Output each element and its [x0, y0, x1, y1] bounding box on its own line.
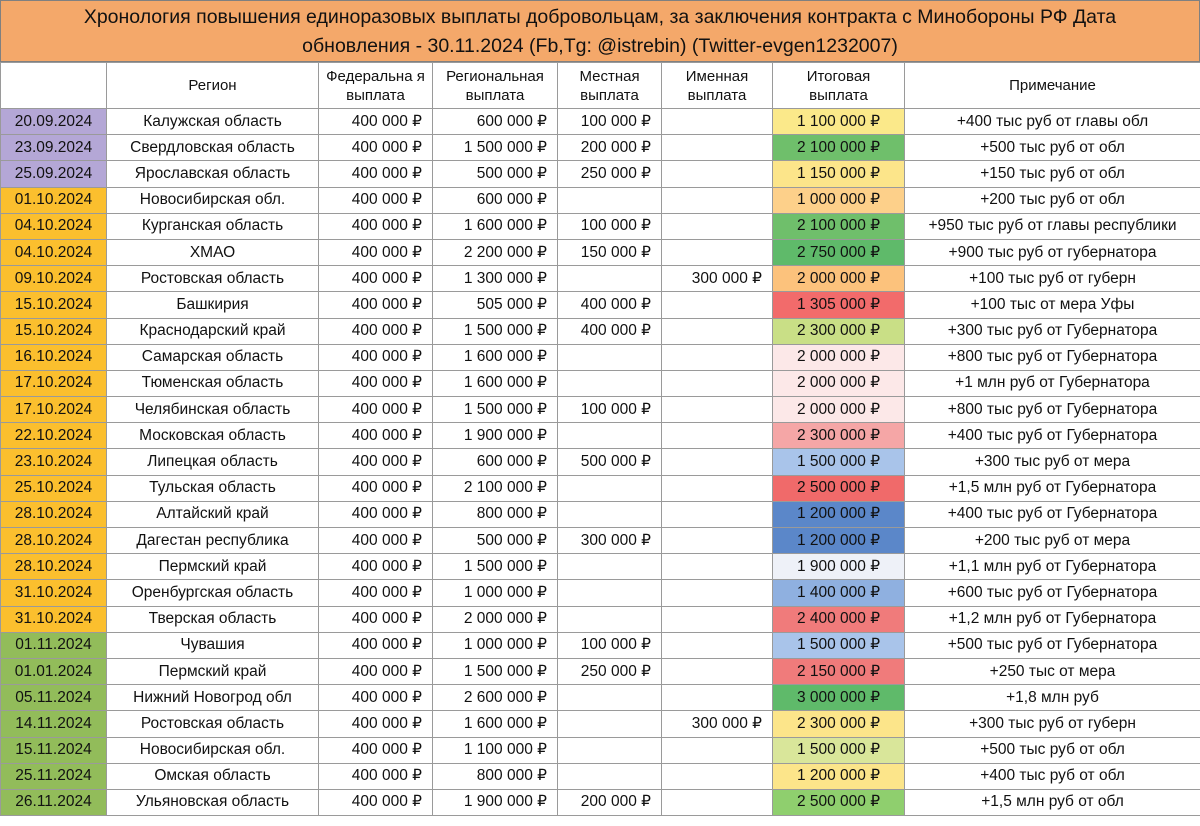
- title-line-2: обновления - 30.11.2024 (Fb,Tg: @istrebin) (Twitter-evgen1232007): [302, 35, 898, 57]
- cell-date: 31.10.2024: [1, 606, 107, 632]
- cell-note: +300 тыс руб от губерн: [905, 711, 1200, 737]
- cell-note: +200 тыс руб от обл: [905, 187, 1200, 213]
- cell-federal-payment: 400 000 ₽: [319, 763, 433, 789]
- cell-date: 09.10.2024: [1, 266, 107, 292]
- cell-federal-payment: 400 000 ₽: [319, 554, 433, 580]
- cell-named-payment: [662, 213, 773, 239]
- table-row: [1, 187, 1200, 213]
- cell-regional-payment: 1 600 000 ₽: [433, 344, 558, 370]
- table-row: [1, 528, 1200, 554]
- cell-regional-payment: 600 000 ₽: [433, 109, 558, 135]
- cell-region: Калужская область: [107, 109, 319, 135]
- cell-total-payment: 1 305 000 ₽: [773, 292, 905, 318]
- cell-local-payment: 300 000 ₽: [558, 528, 662, 554]
- cell-note: +250 тыс от мера: [905, 658, 1200, 684]
- cell-total-payment: 2 500 000 ₽: [773, 475, 905, 501]
- cell-regional-payment: 2 100 000 ₽: [433, 475, 558, 501]
- cell-total-payment: 1 500 000 ₽: [773, 449, 905, 475]
- header-local: Местная выплата: [558, 63, 662, 109]
- cell-total-payment: 3 000 000 ₽: [773, 685, 905, 711]
- cell-region: Тюменская область: [107, 370, 319, 396]
- table-row: [1, 397, 1200, 423]
- cell-federal-payment: 400 000 ₽: [319, 449, 433, 475]
- table-row: [1, 711, 1200, 737]
- cell-federal-payment: 400 000 ₽: [319, 213, 433, 239]
- cell-named-payment: 300 000 ₽: [662, 266, 773, 292]
- cell-total-payment: 2 500 000 ₽: [773, 789, 905, 815]
- cell-local-payment: [558, 344, 662, 370]
- cell-total-payment: 1 400 000 ₽: [773, 580, 905, 606]
- cell-date: 23.10.2024: [1, 449, 107, 475]
- payments-table: [0, 62, 1200, 816]
- header-row: [1, 63, 1200, 109]
- cell-named-payment: [662, 501, 773, 527]
- cell-date: 15.11.2024: [1, 737, 107, 763]
- cell-named-payment: [662, 135, 773, 161]
- cell-local-payment: 100 000 ₽: [558, 109, 662, 135]
- cell-total-payment: 2 000 000 ₽: [773, 370, 905, 396]
- cell-region: Челябинская область: [107, 397, 319, 423]
- table-row: [1, 606, 1200, 632]
- table-row: [1, 501, 1200, 527]
- cell-region: Ростовская область: [107, 266, 319, 292]
- cell-date: 01.10.2024: [1, 187, 107, 213]
- table-row: [1, 239, 1200, 265]
- cell-named-payment: [662, 606, 773, 632]
- cell-named-payment: [662, 528, 773, 554]
- cell-note: +500 тыс руб от обл: [905, 737, 1200, 763]
- header-regional: Региональная выплата: [433, 63, 558, 109]
- cell-federal-payment: 400 000 ₽: [319, 789, 433, 815]
- cell-note: +800 тыс руб от Губернатора: [905, 397, 1200, 423]
- table-row: [1, 737, 1200, 763]
- cell-note: +500 тыс руб от обл: [905, 135, 1200, 161]
- cell-federal-payment: 400 000 ₽: [319, 397, 433, 423]
- cell-region: ХМАО: [107, 239, 319, 265]
- cell-local-payment: 100 000 ₽: [558, 632, 662, 658]
- cell-named-payment: [662, 344, 773, 370]
- cell-note: +100 тыс от мера Уфы: [905, 292, 1200, 318]
- cell-regional-payment: 1 000 000 ₽: [433, 580, 558, 606]
- cell-region: Свердловская область: [107, 135, 319, 161]
- cell-regional-payment: 800 000 ₽: [433, 501, 558, 527]
- cell-note: +1,5 млн руб от обл: [905, 789, 1200, 815]
- cell-federal-payment: 400 000 ₽: [319, 344, 433, 370]
- table-row: [1, 685, 1200, 711]
- cell-region: Ростовская область: [107, 711, 319, 737]
- cell-date: 28.10.2024: [1, 554, 107, 580]
- table-row: [1, 135, 1200, 161]
- cell-total-payment: 2 000 000 ₽: [773, 266, 905, 292]
- cell-named-payment: [662, 397, 773, 423]
- cell-regional-payment: 600 000 ₽: [433, 187, 558, 213]
- cell-note: +800 тыс руб от Губернатора: [905, 344, 1200, 370]
- cell-date: 17.10.2024: [1, 397, 107, 423]
- cell-note: +100 тыс руб от губерн: [905, 266, 1200, 292]
- cell-named-payment: [662, 239, 773, 265]
- cell-regional-payment: 500 000 ₽: [433, 528, 558, 554]
- cell-total-payment: 1 500 000 ₽: [773, 632, 905, 658]
- cell-total-payment: 2 100 000 ₽: [773, 213, 905, 239]
- cell-local-payment: [558, 737, 662, 763]
- cell-total-payment: 2 300 000 ₽: [773, 711, 905, 737]
- cell-federal-payment: 400 000 ₽: [319, 187, 433, 213]
- cell-local-payment: 150 000 ₽: [558, 239, 662, 265]
- cell-regional-payment: 2 000 000 ₽: [433, 606, 558, 632]
- cell-named-payment: [662, 423, 773, 449]
- cell-region: Московская область: [107, 423, 319, 449]
- cell-local-payment: 200 000 ₽: [558, 135, 662, 161]
- cell-note: +950 тыс руб от главы республики: [905, 213, 1200, 239]
- cell-federal-payment: 400 000 ₽: [319, 423, 433, 449]
- cell-named-payment: [662, 763, 773, 789]
- cell-note: +400 тыс руб от обл: [905, 763, 1200, 789]
- cell-date: 04.10.2024: [1, 213, 107, 239]
- cell-regional-payment: 1 500 000 ₽: [433, 397, 558, 423]
- cell-region: Ярославская область: [107, 161, 319, 187]
- cell-regional-payment: 1 500 000 ₽: [433, 318, 558, 344]
- cell-date: 20.09.2024: [1, 109, 107, 135]
- cell-regional-payment: 1 500 000 ₽: [433, 554, 558, 580]
- cell-total-payment: 2 750 000 ₽: [773, 239, 905, 265]
- cell-regional-payment: 1 500 000 ₽: [433, 135, 558, 161]
- cell-local-payment: [558, 606, 662, 632]
- cell-date: 22.10.2024: [1, 423, 107, 449]
- table-row: [1, 370, 1200, 396]
- cell-regional-payment: 600 000 ₽: [433, 449, 558, 475]
- cell-federal-payment: 400 000 ₽: [319, 266, 433, 292]
- table-row: [1, 344, 1200, 370]
- cell-local-payment: [558, 266, 662, 292]
- cell-region: Новосибирская обл.: [107, 187, 319, 213]
- cell-regional-payment: 1 100 000 ₽: [433, 737, 558, 763]
- table-row: [1, 580, 1200, 606]
- cell-regional-payment: 505 000 ₽: [433, 292, 558, 318]
- cell-named-payment: [662, 475, 773, 501]
- cell-region: Самарская область: [107, 344, 319, 370]
- cell-region: Нижний Новогрод обл: [107, 685, 319, 711]
- table-row: [1, 554, 1200, 580]
- cell-regional-payment: 1 600 000 ₽: [433, 370, 558, 396]
- cell-date: 23.09.2024: [1, 135, 107, 161]
- cell-federal-payment: 400 000 ₽: [319, 109, 433, 135]
- cell-date: 05.11.2024: [1, 685, 107, 711]
- cell-note: +1,2 млн руб от Губернатора: [905, 606, 1200, 632]
- cell-local-payment: [558, 475, 662, 501]
- title-line-1: Хронология повышения единоразовых выплаты добровольцам, за заключения контракта с Минобороны РФ Дата: [83, 6, 1117, 28]
- header-note: Примечание: [905, 63, 1200, 109]
- cell-note: +150 тыс руб от обл: [905, 161, 1200, 187]
- cell-note: +400 тыс руб от Губернатора: [905, 501, 1200, 527]
- cell-federal-payment: 400 000 ₽: [319, 658, 433, 684]
- cell-federal-payment: 400 000 ₽: [319, 475, 433, 501]
- cell-named-payment: [662, 109, 773, 135]
- cell-named-payment: [662, 161, 773, 187]
- cell-local-payment: 500 000 ₽: [558, 449, 662, 475]
- cell-local-payment: [558, 370, 662, 396]
- cell-local-payment: 400 000 ₽: [558, 292, 662, 318]
- header-federal: Федеральна я выплата: [319, 63, 433, 109]
- table-row: [1, 658, 1200, 684]
- table-row: [1, 475, 1200, 501]
- cell-named-payment: [662, 632, 773, 658]
- cell-local-payment: 250 000 ₽: [558, 161, 662, 187]
- cell-named-payment: [662, 370, 773, 396]
- cell-date: 28.10.2024: [1, 528, 107, 554]
- cell-total-payment: 1 200 000 ₽: [773, 528, 905, 554]
- cell-named-payment: [662, 737, 773, 763]
- header-region: Регион: [107, 63, 319, 109]
- cell-federal-payment: 400 000 ₽: [319, 239, 433, 265]
- cell-named-payment: 300 000 ₽: [662, 711, 773, 737]
- cell-total-payment: 1 000 000 ₽: [773, 187, 905, 213]
- sheet-title: [0, 0, 1200, 62]
- cell-local-payment: [558, 554, 662, 580]
- cell-local-payment: 100 000 ₽: [558, 213, 662, 239]
- cell-regional-payment: 1 900 000 ₽: [433, 423, 558, 449]
- cell-named-payment: [662, 318, 773, 344]
- cell-federal-payment: 400 000 ₽: [319, 606, 433, 632]
- cell-total-payment: 2 100 000 ₽: [773, 135, 905, 161]
- cell-date: 28.10.2024: [1, 501, 107, 527]
- cell-regional-payment: 2 200 000 ₽: [433, 239, 558, 265]
- cell-total-payment: 2 150 000 ₽: [773, 658, 905, 684]
- cell-note: +1 млн руб от Губернатора: [905, 370, 1200, 396]
- cell-note: +400 тыс руб от Губернатора: [905, 423, 1200, 449]
- cell-region: Липецкая область: [107, 449, 319, 475]
- cell-region: Алтайский край: [107, 501, 319, 527]
- table-row: [1, 318, 1200, 344]
- cell-regional-payment: 800 000 ₽: [433, 763, 558, 789]
- cell-named-payment: [662, 292, 773, 318]
- cell-region: Тверская область: [107, 606, 319, 632]
- cell-date: 15.10.2024: [1, 292, 107, 318]
- cell-named-payment: [662, 789, 773, 815]
- table-row: [1, 213, 1200, 239]
- cell-note: +600 тыс руб от Губернатора: [905, 580, 1200, 606]
- cell-total-payment: 2 000 000 ₽: [773, 397, 905, 423]
- cell-region: Краснодарский край: [107, 318, 319, 344]
- cell-local-payment: [558, 763, 662, 789]
- cell-note: +1,5 млн руб от Губернатора: [905, 475, 1200, 501]
- cell-total-payment: 1 200 000 ₽: [773, 763, 905, 789]
- table-row: [1, 266, 1200, 292]
- cell-total-payment: 2 000 000 ₽: [773, 344, 905, 370]
- cell-federal-payment: 400 000 ₽: [319, 161, 433, 187]
- cell-date: 15.10.2024: [1, 318, 107, 344]
- cell-regional-payment: 1 300 000 ₽: [433, 266, 558, 292]
- cell-region: Пермский край: [107, 658, 319, 684]
- cell-total-payment: 1 200 000 ₽: [773, 501, 905, 527]
- cell-region: Омская область: [107, 763, 319, 789]
- cell-date: 16.10.2024: [1, 344, 107, 370]
- cell-date: 25.10.2024: [1, 475, 107, 501]
- cell-date: 04.10.2024: [1, 239, 107, 265]
- cell-regional-payment: 2 600 000 ₽: [433, 685, 558, 711]
- cell-local-payment: 400 000 ₽: [558, 318, 662, 344]
- cell-total-payment: 1 900 000 ₽: [773, 554, 905, 580]
- header-total: Итоговая выплата: [773, 63, 905, 109]
- cell-federal-payment: 400 000 ₽: [319, 528, 433, 554]
- cell-note: +200 тыс руб от мера: [905, 528, 1200, 554]
- cell-total-payment: 1 100 000 ₽: [773, 109, 905, 135]
- cell-federal-payment: 400 000 ₽: [319, 292, 433, 318]
- cell-local-payment: [558, 501, 662, 527]
- cell-total-payment: 2 400 000 ₽: [773, 606, 905, 632]
- cell-named-payment: [662, 580, 773, 606]
- header-named: Именная выплата: [662, 63, 773, 109]
- cell-local-payment: [558, 423, 662, 449]
- cell-regional-payment: 500 000 ₽: [433, 161, 558, 187]
- cell-regional-payment: 1 600 000 ₽: [433, 711, 558, 737]
- cell-federal-payment: 400 000 ₽: [319, 501, 433, 527]
- cell-region: Башкирия: [107, 292, 319, 318]
- cell-region: Оренбургская область: [107, 580, 319, 606]
- cell-local-payment: [558, 711, 662, 737]
- cell-named-payment: [662, 658, 773, 684]
- cell-local-payment: 250 000 ₽: [558, 658, 662, 684]
- cell-federal-payment: 400 000 ₽: [319, 318, 433, 344]
- cell-federal-payment: 400 000 ₽: [319, 711, 433, 737]
- cell-note: +300 тыс руб от Губернатора: [905, 318, 1200, 344]
- cell-local-payment: 100 000 ₽: [558, 397, 662, 423]
- cell-named-payment: [662, 187, 773, 213]
- cell-region: Ульяновская область: [107, 789, 319, 815]
- cell-total-payment: 2 300 000 ₽: [773, 423, 905, 449]
- table-row: [1, 763, 1200, 789]
- cell-named-payment: [662, 685, 773, 711]
- cell-named-payment: [662, 554, 773, 580]
- cell-note: +400 тыс руб от главы обл: [905, 109, 1200, 135]
- cell-region: Дагестан республика: [107, 528, 319, 554]
- cell-regional-payment: 1 600 000 ₽: [433, 213, 558, 239]
- cell-total-payment: 1 500 000 ₽: [773, 737, 905, 763]
- table-row: [1, 449, 1200, 475]
- cell-region: Чувашия: [107, 632, 319, 658]
- cell-local-payment: [558, 580, 662, 606]
- cell-region: Курганская область: [107, 213, 319, 239]
- table-row: [1, 632, 1200, 658]
- cell-total-payment: 1 150 000 ₽: [773, 161, 905, 187]
- cell-total-payment: 2 300 000 ₽: [773, 318, 905, 344]
- cell-regional-payment: 1 900 000 ₽: [433, 789, 558, 815]
- cell-local-payment: [558, 685, 662, 711]
- cell-date: 17.10.2024: [1, 370, 107, 396]
- cell-region: Пермский край: [107, 554, 319, 580]
- cell-note: +900 тыс руб от губернатора: [905, 239, 1200, 265]
- cell-local-payment: [558, 187, 662, 213]
- cell-regional-payment: 1 000 000 ₽: [433, 632, 558, 658]
- cell-federal-payment: 400 000 ₽: [319, 737, 433, 763]
- cell-note: +300 тыс руб от мера: [905, 449, 1200, 475]
- cell-date: 14.11.2024: [1, 711, 107, 737]
- cell-federal-payment: 400 000 ₽: [319, 370, 433, 396]
- cell-federal-payment: 400 000 ₽: [319, 632, 433, 658]
- cell-date: 01.11.2024: [1, 632, 107, 658]
- cell-note: +1,8 млн руб: [905, 685, 1200, 711]
- cell-note: +500 тыс руб от Губернатора: [905, 632, 1200, 658]
- table-row: [1, 109, 1200, 135]
- cell-federal-payment: 400 000 ₽: [319, 580, 433, 606]
- cell-date: 26.11.2024: [1, 789, 107, 815]
- cell-federal-payment: 400 000 ₽: [319, 135, 433, 161]
- cell-local-payment: 200 000 ₽: [558, 789, 662, 815]
- cell-note: +1,1 млн руб от Губернатора: [905, 554, 1200, 580]
- table-row: [1, 161, 1200, 187]
- table-body: [1, 109, 1200, 816]
- cell-named-payment: [662, 449, 773, 475]
- table-row: [1, 292, 1200, 318]
- cell-date: 01.01.2024: [1, 658, 107, 684]
- table-row: [1, 789, 1200, 815]
- table-row: [1, 423, 1200, 449]
- cell-federal-payment: 400 000 ₽: [319, 685, 433, 711]
- cell-date: 31.10.2024: [1, 580, 107, 606]
- header-date: [1, 63, 107, 109]
- cell-date: 25.09.2024: [1, 161, 107, 187]
- cell-region: Тульская область: [107, 475, 319, 501]
- cell-regional-payment: 1 500 000 ₽: [433, 658, 558, 684]
- cell-date: 25.11.2024: [1, 763, 107, 789]
- cell-region: Новосибирская обл.: [107, 737, 319, 763]
